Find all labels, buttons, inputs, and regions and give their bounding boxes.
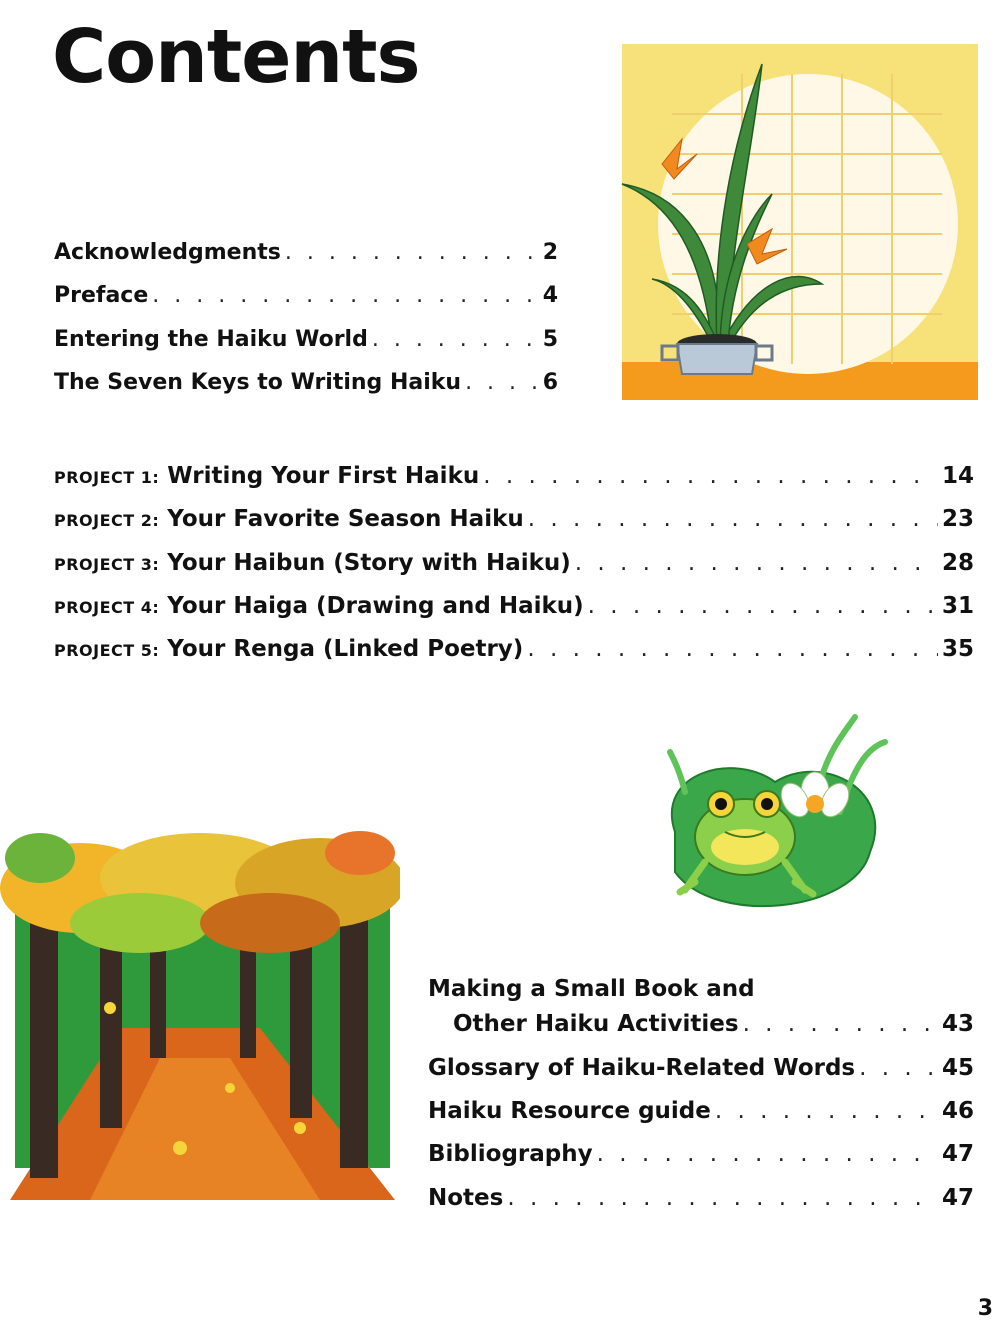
- toc-entry-label: Entering the Haiku World: [54, 327, 368, 352]
- toc-entry-seven-keys[interactable]: [54, 370, 558, 395]
- toc-entry-page: 47: [941, 1185, 974, 1211]
- toc-entry-entering-haiku-world[interactable]: [54, 327, 558, 352]
- dot-leader: [465, 370, 539, 395]
- toc-entry-page: 43: [941, 1011, 974, 1037]
- toc-entry-label: Your Renga (Linked Poetry): [167, 636, 524, 662]
- toc-entry-page: 28: [941, 550, 974, 576]
- toc-entry-label: Your Haiga (Drawing and Haiku): [167, 593, 584, 619]
- toc-entry-page: 23: [941, 506, 974, 532]
- toc-entry-label: Your Favorite Season Haiku: [167, 506, 524, 532]
- toc-entry-label: The Seven Keys to Writing Haiku: [54, 370, 462, 395]
- toc-entry-bibliography[interactable]: [428, 1141, 974, 1167]
- dot-leader: [575, 550, 938, 576]
- dot-leader: [527, 636, 938, 662]
- bird-of-paradise-plant-illustration: [612, 44, 978, 400]
- toc-entry-page: 46: [941, 1098, 974, 1124]
- project-prefix: PROJECT 3:: [54, 555, 160, 574]
- toc-entry-page: 31: [941, 593, 974, 619]
- toc-entry-page: 6: [542, 370, 558, 395]
- toc-entry-label: Glossary of Haiku-Related Words: [428, 1055, 856, 1081]
- dot-leader: [597, 1141, 938, 1167]
- project-prefix: PROJECT 2:: [54, 511, 160, 530]
- toc-entry-page: 47: [941, 1141, 974, 1167]
- toc-entry-small-book-line1: Making a Small Book and: [428, 976, 755, 1002]
- toc-entry-project-4[interactable]: [54, 593, 974, 619]
- dot-leader: [152, 283, 538, 308]
- project-prefix: PROJECT 4:: [54, 598, 160, 617]
- toc-entry-label: Notes: [428, 1185, 504, 1211]
- toc-entry-label: Your Haibun (Story with Haiku): [167, 550, 571, 576]
- toc-entry-page: 35: [941, 636, 974, 662]
- toc-entry-page: 45: [941, 1055, 974, 1081]
- page-title: Contents: [52, 14, 420, 100]
- toc-entry-label: Acknowledgments: [54, 240, 281, 265]
- toc-entry-glossary[interactable]: [428, 1055, 974, 1081]
- dot-leader: [588, 593, 938, 619]
- autumn-forest-path-illustration: [0, 828, 400, 1200]
- dot-leader: [715, 1098, 938, 1124]
- dot-leader: [507, 1185, 938, 1211]
- dot-leader: [743, 1011, 938, 1037]
- dot-leader: [528, 506, 938, 532]
- toc-entry-project-3[interactable]: [54, 550, 974, 576]
- toc-entry-label: Bibliography: [428, 1141, 593, 1167]
- toc-entry-page: 4: [542, 283, 558, 308]
- toc-entry-resource-guide[interactable]: [428, 1098, 974, 1124]
- dot-leader: [372, 327, 539, 352]
- project-prefix: PROJECT 1:: [54, 468, 160, 487]
- toc-entry-acknowledgments[interactable]: [54, 240, 558, 265]
- toc-entry-label: Haiku Resource guide: [428, 1098, 711, 1124]
- toc-entry-page: 2: [542, 240, 558, 265]
- toc-entry-label: Other Haiku Activities: [453, 1011, 739, 1037]
- toc-entry-preface[interactable]: [54, 283, 558, 308]
- toc-entry-page: 5: [542, 327, 558, 352]
- toc-entry-notes[interactable]: [428, 1185, 974, 1211]
- project-prefix: PROJECT 5:: [54, 641, 160, 660]
- toc-entry-project-1[interactable]: [54, 463, 974, 489]
- toc-entry-page: 14: [941, 463, 974, 489]
- frog-on-lily-pad-illustration: [655, 712, 890, 922]
- dot-leader: [483, 463, 938, 489]
- dot-leader: [859, 1055, 938, 1081]
- toc-entry-project-2[interactable]: [54, 506, 974, 532]
- toc-entry-label: Preface: [54, 283, 149, 308]
- toc-entry-label: Writing Your First Haiku: [167, 463, 480, 489]
- page-number: 3: [977, 1296, 993, 1321]
- dot-leader: [285, 240, 539, 265]
- toc-entry-other-activities[interactable]: [453, 1011, 974, 1037]
- toc-entry-project-5[interactable]: [54, 636, 974, 662]
